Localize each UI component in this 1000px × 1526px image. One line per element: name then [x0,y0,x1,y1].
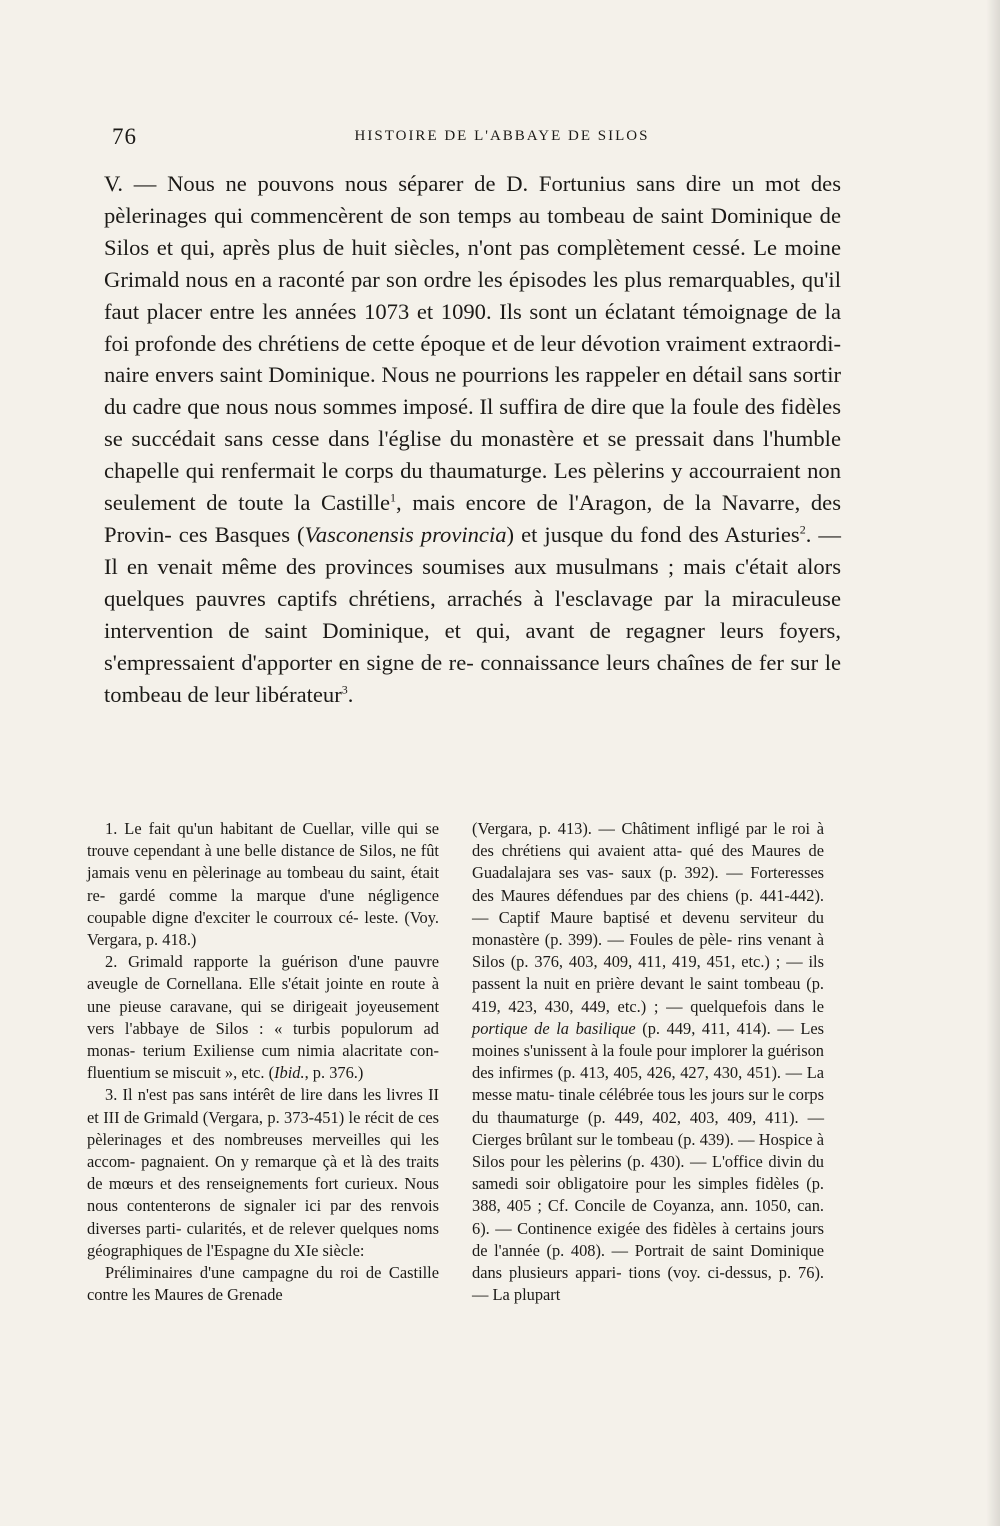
text-run: (Vergara, p. 413). — Châtiment infligé par le roi à des chrétiens qui avaient atta- qué des Maures de Guadalajara ses vas- saux (p. 392). — Forteresses des Maures défendues par des chiens (p. 441-442). — Captif Maure baptisé et devenu serviteur du monastère (p. 399). — Foules de pèle- rins venant à Silos (p. 376, 403, 409, 411, 419, 451, etc.) ; — ils passent la nuit en prière devant le saint tombeau (p. 419, 423, 430, 449, etc.) ; — quelquefois dans le [472,819,824,1016]
footnote-3: 3. Il n'est pas sans intérêt de lire dans les livres II et III de Grimald (Vergara, p. 373-451) le récit de ces pèlerinages et des nombreuses merveilles qui les accom- pagnaient. On y remarque çà et là des traits de mœurs et des renseignements fort curieux. Nous nous contenterons de signaler ici par des renvois diverses parti- cularités, et de relever quelques noms géographiques de l'Espagne du XIe siècle: [87,1085,439,1260]
footnote-1: 1. Le fait qu'un habitant de Cuellar, ville qui se trouve cependant à une belle distance de Silos, ne fût jamais venu en pèlerinage au tombeau du saint, était re- gardé comme la marque d'une négligence coupable digne d'exciter le courroux cé- leste. (Voy. Vergara, p. 418.) [87,819,439,950]
running-title: HISTOIRE DE L'ABBAYE DE SILOS [354,128,650,144]
footnote-ref-1: 1 [390,490,397,505]
italic-phrase: portique de la basilique [472,1018,636,1038]
footnote-3-right [472,818,824,1306]
text-run: ) et jusque du fond des Asturies [506,521,800,547]
text-run: . [347,681,354,707]
page-edge-shadow [986,0,1000,1526]
footnote-2 [87,951,439,1084]
text-run: V. — Nous ne pouvons nous séparer de D. Fortunius sans dire un mot des pèlerinages qui commencèrent de son temps au tombeau de saint Dominique de Silos et qui, après plus de huit siècles, n'ont pas complètement cessé. Le moine Grimald nous en a raconté par son ordre les épisodes les plus remarquables, qu'il faut placer entre les années 1073 et 1090. Ils sont un éclatant témoignage de la foi profonde des chrétiens de cette époque et de leur dévotion vraiment extraordi- naire envers saint Dominique. Nous ne pourrions les rappeler en détail sans sortir du cadre que nous nous sommes imposé. Il suffira de dire que la foule des fidèles se succédait sans cesse dans l'église du monastère et se pressait dans l'humble chapelle qui renfermait le corps du thaumaturge. Les pèlerins y accourraient non seulement de toute la Castille [104,171,841,516]
page-number: 76 [112,124,137,149]
italic-ibid: Ibid. [274,1063,305,1083]
main-text [104,168,841,710]
italic-phrase: Vasconensis provincia [304,521,507,547]
page-header [112,124,837,152]
main-paragraph [104,168,841,710]
footnote-3-continued: Préliminaires d'une campagne du roi de Castille contre les Maures de Grenade [87,1263,439,1305]
text-run: (p. 449, 411, 414). — Les moines s'unissent à la foule pour implorer la guérison des infirmes (p. 413, 405, 426, 427, 430, 451). — La messe matu- tinale célébrée tous les jours sur le corps du thaumaturge (p. 449, 402, 403, 409, 411). — Cierges brûlant sur le tombeau (p. 439). — Hospice à Silos pour les pèlerins (p. 430). — L'office divin du samedi soir obligatoire pour les simples fidèles (p. 388, 405 ; Cf. Concile de Coyanza, ann. 1050, can. 6). — Continence exigée des fidèles à certains jours de l'année (p. 408). — Portrait de saint Dominique dans plusieurs appari- tions (voy. ci-dessus, p. 76). — La plupart [472,1018,824,1305]
footnote-ref-2: 2 [799,522,806,537]
text-run: , mais encore de l'Aragon, de la Navarre, des Provin- ces Basques ( [104,490,842,547]
footnote-ref-3: 3 [341,681,348,696]
footnotes-left-column [87,818,439,1306]
text-run: , p. 376.) [304,1063,364,1083]
text-run: . — Il en venait même des provinces soumises aux musulmans ; mais c'était alors quelques pauvres captifs chrétiens, arrachés à l'esclavage par la miraculeuse intervention de saint Dominique, et qui, avant de regagner leurs foyers, s'empressaient d'apporter en signe de re- connaissance leurs chaînes de fer sur le tombeau de leur libérateur [104,521,841,707]
footnotes-right-column [472,818,824,1306]
text-run: 2. Grimald rapporte la guérison d'une pauvre aveugle de Cornellana. Elle s'était jointe en route à une pieuse caravane, qui se dirigeait joyeusement vers l'abbaye de Silos : « turbis populorum ad monas- terium Exiliense cum nimia alacritate con- fluentium se miscuit », etc. ( [87,952,439,1083]
